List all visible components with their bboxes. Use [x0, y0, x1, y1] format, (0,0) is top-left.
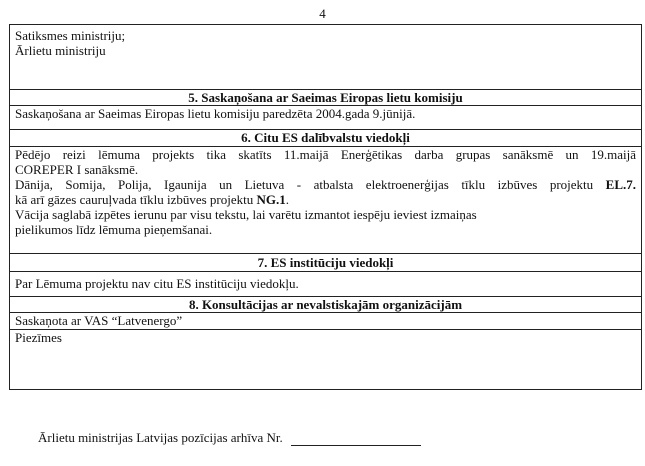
top-block-line-2: Ārlietu ministriju	[15, 43, 106, 58]
section-7-heading: 7. ES institūciju viedokļi	[10, 253, 641, 271]
top-block-line-1: Satiksmes ministriju;	[15, 28, 126, 43]
top-block	[10, 25, 641, 89]
section-6-p2-line-1-text: Dānija, Somija, Polija, Igaunija un Lietuva - atbalsta elektroenerģijas tīklu izbūves projektu	[15, 177, 606, 192]
section-6-p2-line-2-end: .	[285, 192, 289, 207]
document-table	[9, 24, 642, 390]
archive-number-label: Ārlietu ministrijas Latvijas pozīcijas arhīva Nr.	[38, 430, 283, 445]
section-6-p2-line-2-text: kā arī gāzes cauruļvada tīklu izbūves projektu	[15, 192, 257, 207]
page-number: 4	[319, 6, 326, 21]
section-6-p1-line-1: Pēdējo reizi lēmuma projekts tika skatīts 11.maijā Enerģētikas darba grupas sanāksmē un 19.maijā	[15, 147, 636, 162]
section-6-heading: 6. Citu ES dalībvalstu viedokļi	[10, 129, 641, 146]
project-ng1: NG.1	[256, 192, 286, 207]
section-8-heading: 8. Konsultācijas ar nevalstiskajām organizācijām	[10, 296, 641, 312]
section-6-p2-line-1	[15, 177, 636, 192]
section-8-text: Saskaņota ar VAS “Latvenergo”	[10, 312, 641, 329]
notes-cell	[10, 329, 641, 389]
footer	[38, 430, 421, 446]
section-7-text: Par Lēmuma projektu nav citu ES institūciju viedokļu.	[10, 271, 641, 296]
section-6-p1-line-2: COREPER I sanāksmē.	[15, 162, 139, 177]
archive-number-blank	[291, 433, 421, 446]
project-el7: EL.7.	[605, 177, 636, 192]
notes-label: Piezīmes	[15, 330, 62, 345]
section-6-body	[10, 146, 641, 253]
section-5-heading: 5. Saskaņošana ar Saeimas Eiropas lietu komisiju	[10, 89, 641, 105]
section-6-p2-line-2	[15, 192, 636, 207]
section-6-p3-line-2: pielikumos līdz lēmuma pieņemšanai.	[15, 222, 213, 237]
section-5-text: Saskaņošana ar Saeimas Eiropas lietu komisiju paredzēta 2004.gada 9.jūnijā.	[10, 105, 641, 129]
section-6-p3-line-1: Vācija saglabā izpētes ierunu par visu tekstu, lai varētu izmantot iespēju ieviest izmaiņas	[15, 207, 477, 222]
